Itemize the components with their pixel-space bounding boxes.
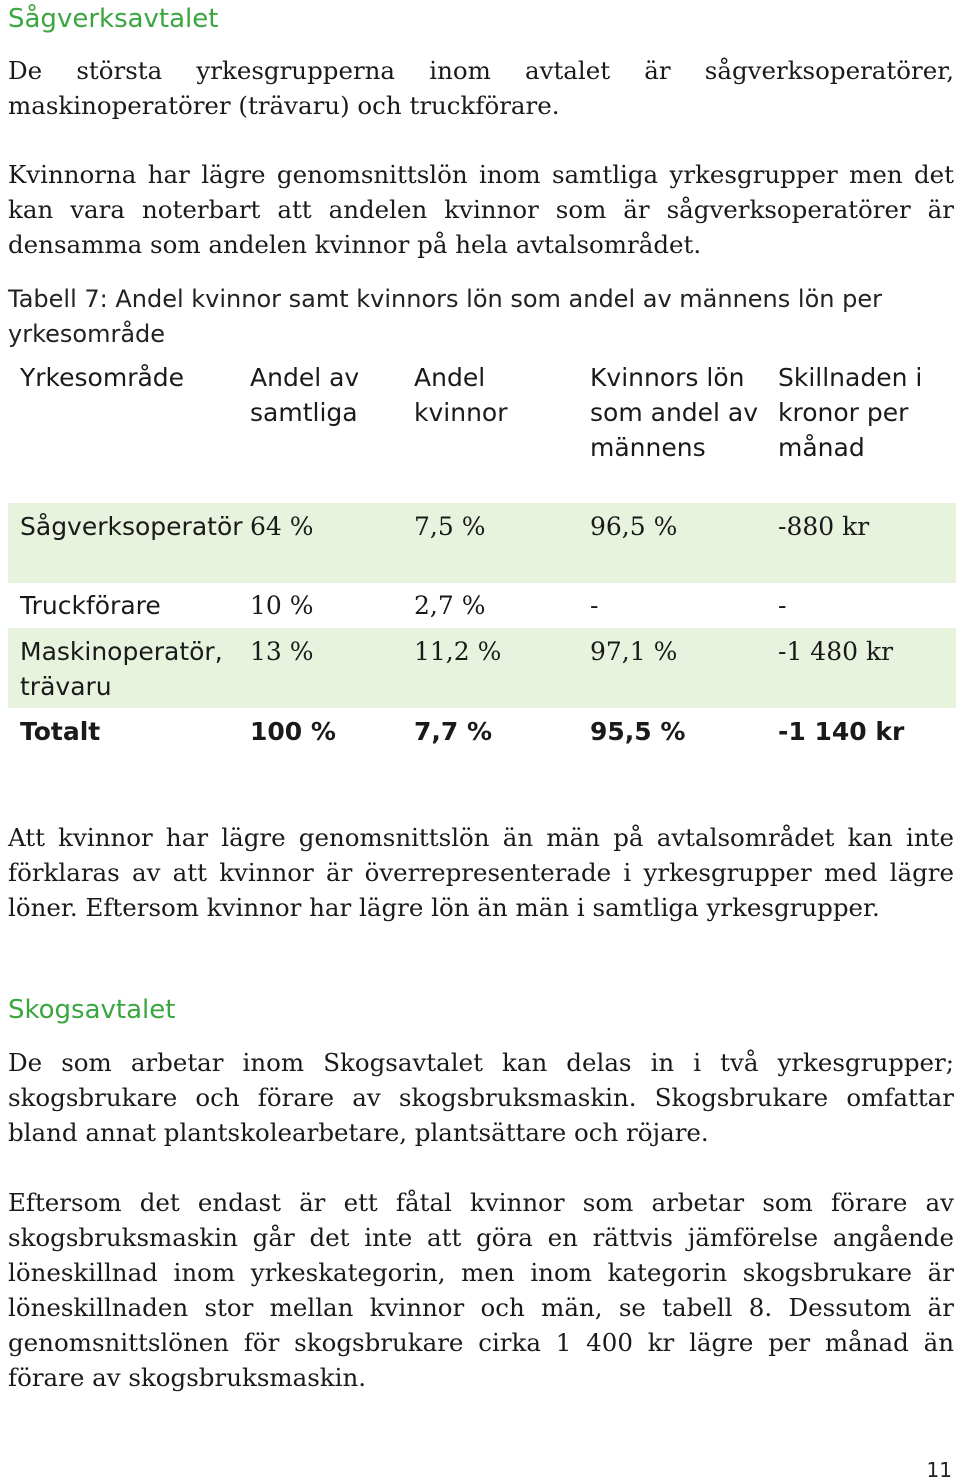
row-skillnad-kr: -880 kr (778, 512, 870, 541)
total-lon-andel: 95,5 % (590, 717, 686, 746)
paragraph-after-table: Att kvinnor har lägre genomsnittslön än män på avtalsområdet kan inte förklaras av att kvinnor är överrepresenterade i yrkesgrupper med lägre löner. Eftersom kvinnor har lägre lön än män i samtliga yrkesgrupper. (8, 823, 954, 922)
paragraph-skog-pay-gap: Eftersom det endast är ett fåtal kvinnor som arbetar som förare av skogsbruksmaskin går det inte att göra en rättvis jämförelse angående löneskillnad inom yrkeskategorin, men inom kategorin skogsbrukare är löneskillnaden stor mellan kvinnor och män, se tabell 8. Dessutom är genomsnittslönen för skogsbrukare cirka 1 400 kr lägre per månad än förare av skogsbruksmaskin. (8, 1188, 954, 1392)
table-header-row (8, 360, 956, 500)
row-skillnad-kr: - (778, 591, 787, 620)
table-row (8, 628, 956, 708)
row-andel-samtliga: 13 % (250, 637, 314, 666)
table-total-row (8, 712, 956, 754)
total-andel-samtliga: 100 % (250, 717, 336, 746)
row-label: Sågverksoperatör (20, 512, 243, 541)
row-andel-kvinnor: 11,2 % (414, 637, 502, 666)
section-heading-sagverksavtalet: Sågverksavtalet (8, 4, 219, 34)
header-andel-av-samtliga: Andel av samtliga (250, 363, 360, 427)
total-andel-kvinnor: 7,7 % (414, 717, 493, 746)
page-number: 11 (926, 1458, 952, 1482)
row-andel-samtliga: 64 % (250, 512, 314, 541)
paragraph-skog-groups: De som arbetar inom Skogsavtalet kan delas in i två yrkesgrupper; skogsbrukare och förare av skogsbruksmaskin. Skogsbrukare omfattar bland annat plantskolearbetare, plantsättare och röjare. (8, 1048, 954, 1147)
header-skillnaden: Skillnaden i kronor per månad (778, 363, 923, 462)
row-andel-kvinnor: 7,5 % (414, 512, 486, 541)
row-andel-kvinnor: 2,7 % (414, 591, 486, 620)
table-row (8, 586, 956, 628)
row-andel-samtliga: 10 % (250, 591, 314, 620)
row-lon-andel: 96,5 % (590, 512, 678, 541)
total-skillnad-kr: -1 140 kr (778, 717, 905, 746)
row-lon-andel: 97,1 % (590, 637, 678, 666)
header-yrkesomrade: Yrkesområde (20, 363, 185, 392)
table-caption: Tabell 7: Andel kvinnor samt kvinnors lön som andel av männens lön per yrkesområde (8, 285, 882, 348)
paragraph-sagverk-intro: De största yrkesgrupperna inom avtalet är sågverksoperatörer, maskinoperatörer (trävaru) och truckförare. (8, 56, 954, 120)
section-heading-skogsavtalet: Skogsavtalet (8, 995, 176, 1025)
header-andel-kvinnor: Andel kvinnor (414, 363, 508, 427)
header-kvinnors-lon: Kvinnors lön som andel av männens (590, 363, 759, 462)
total-label: Totalt (20, 717, 101, 746)
table-row (8, 503, 956, 583)
row-label: Truckförare (20, 591, 161, 620)
row-lon-andel: - (590, 591, 599, 620)
row-skillnad-kr: -1 480 kr (778, 637, 894, 666)
paragraph-sagverk-women-pay: Kvinnorna har lägre genomsnittslön inom samtliga yrkesgrupper men det kan vara noterbart att andelen kvinnor som är sågverksoperatörer är densamma som andelen kvinnor på hela avtalsområdet. (8, 160, 954, 259)
row-label: Maskinoperatör, trävaru (20, 637, 223, 701)
